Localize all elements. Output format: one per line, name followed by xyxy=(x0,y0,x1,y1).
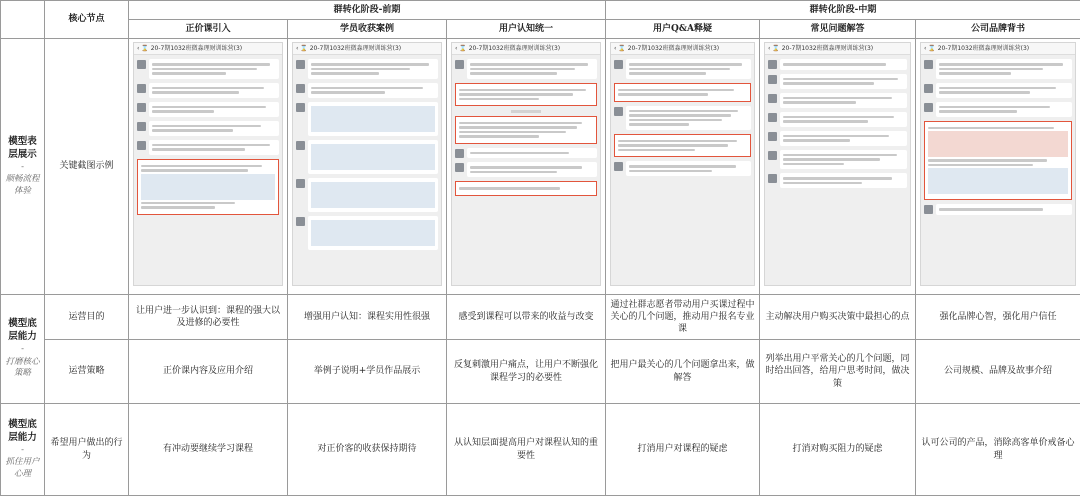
avatar xyxy=(768,174,777,183)
phase-early-header: 群转化阶段-前期 xyxy=(129,1,606,20)
chat-screenshot xyxy=(133,42,283,286)
screenshot-cell xyxy=(916,39,1080,295)
hourglass-icon: ⌛ xyxy=(618,45,626,52)
highlight-box xyxy=(137,159,279,215)
screenshot-cell xyxy=(288,39,447,295)
table-cell: 举例子说明+学员作品展示 xyxy=(288,340,447,404)
hourglass-icon: ⌛ xyxy=(300,45,308,52)
avatar xyxy=(137,103,146,112)
table-cell: 打消用户对课程的疑虑 xyxy=(606,404,760,496)
avatar xyxy=(614,162,623,171)
table-cell: 认可公司的产品，消除高客单价戒备心理 xyxy=(916,404,1080,496)
group-user-psychology xyxy=(1,404,45,496)
row-label-desired-behavior: 希望用户做出的行为 xyxy=(45,404,129,496)
avatar xyxy=(768,151,777,160)
column-header-student-cases: 学员收获案例 xyxy=(288,20,447,39)
avatar xyxy=(296,84,305,93)
table-cell: 把用户最关心的几个问题拿出来，做解答 xyxy=(606,340,760,404)
avatar xyxy=(296,217,305,226)
chat-screenshot xyxy=(451,42,601,286)
chat-title: 20-7期1032班微淼理财训练营(3) xyxy=(937,45,1030,52)
hourglass-icon: ⌛ xyxy=(772,45,780,52)
table-cell: 从认知层面提高用户对课程认知的重要性 xyxy=(447,404,606,496)
avatar xyxy=(296,179,305,188)
group-title: 模型表层展示 xyxy=(8,135,37,160)
avatar xyxy=(455,60,464,69)
table-cell: 列举出用户平常关心的几个问题，同时给出回答，给用户思考时间，做决策 xyxy=(760,340,916,404)
chat-title: 20-7期1032班微淼理财训练营(3) xyxy=(150,45,243,52)
corner-cell xyxy=(1,1,45,39)
column-header-brand-endorsement: 公司品牌背书 xyxy=(916,20,1080,39)
chat-title-bar: ‹ ⌛ 20-7期1032班微淼理财训练营(3) xyxy=(611,43,754,55)
row-label-operation-goal: 运营目的 xyxy=(45,295,129,340)
table-cell: 有冲动要继续学习课程 xyxy=(129,404,288,496)
chat-title: 20-7期1032班微淼理财训练营(3) xyxy=(309,45,402,52)
avatar xyxy=(768,60,777,69)
screenshot-cell xyxy=(606,39,760,295)
avatar xyxy=(137,122,146,131)
chat-title-bar: ‹ ⌛ 20-7期1032班微淼理财训练营(3) xyxy=(765,43,910,55)
highlight-box xyxy=(455,116,597,144)
chat-screenshot xyxy=(610,42,755,286)
column-header-course-intro: 正价课引入 xyxy=(129,20,288,39)
chat-screenshot xyxy=(764,42,911,286)
table-cell: 通过社群志愿者带动用户买课过程中关心的几个问题，推动用户报名专业课 xyxy=(606,295,760,340)
avatar xyxy=(614,107,623,116)
highlight-box xyxy=(455,181,597,196)
avatar xyxy=(768,132,777,141)
avatar xyxy=(455,149,464,158)
hourglass-icon: ⌛ xyxy=(141,45,149,52)
row-label-key-screenshots: 关键截图示例 xyxy=(45,39,129,295)
avatar xyxy=(137,84,146,93)
group-subtitle: 打磨核心策略 xyxy=(5,356,40,379)
column-header-user-qa: 用户Q&A释疑 xyxy=(606,20,760,39)
column-header-faq: 常见问题解答 xyxy=(760,20,916,39)
table-cell: 主动解决用户购买决策中最担心的点 xyxy=(760,295,916,340)
screenshot-cell xyxy=(447,39,606,295)
group-dash: - xyxy=(21,344,24,355)
group-title: 模型底层能力 xyxy=(8,418,37,443)
hourglass-icon: ⌛ xyxy=(459,45,467,52)
table-cell: 反复刺激用户痛点，让用户不断强化课程学习的必要性 xyxy=(447,340,606,404)
avatar xyxy=(296,141,305,150)
group-underlying-strategy xyxy=(1,295,45,404)
group-subtitle: 顺畅流程体验 xyxy=(5,174,40,196)
chat-title-bar: ‹ ⌛ 20-7期1032班微淼理财训练营(3) xyxy=(452,43,600,55)
table-cell: 打消对购买阻力的疑虑 xyxy=(760,404,916,496)
table-cell: 正价课内容及应用介绍 xyxy=(129,340,288,404)
highlight-box xyxy=(614,83,751,102)
chat-screenshot xyxy=(292,42,442,286)
screenshot-cell xyxy=(129,39,288,295)
column-header-user-cognition: 用户认知统一 xyxy=(447,20,606,39)
avatar xyxy=(924,103,933,112)
group-dash: - xyxy=(21,161,24,172)
avatar xyxy=(924,60,933,69)
avatar xyxy=(768,75,777,84)
chat-screenshot xyxy=(920,42,1076,286)
avatar xyxy=(768,94,777,103)
table-cell: 增强用户认知：课程实用性很强 xyxy=(288,295,447,340)
table-cell: 强化品牌心智，强化用户信任 xyxy=(916,295,1080,340)
group-title: 模型底层能力 xyxy=(8,318,37,343)
hourglass-icon: ⌛ xyxy=(928,45,936,52)
table-cell: 让用户进一步认识到：课程的强大以及进修的必要性 xyxy=(129,295,288,340)
avatar xyxy=(924,205,933,214)
screenshot-cell xyxy=(760,39,916,295)
chat-title-bar: ‹ ⌛ 20-7期1032班微淼理财训练营(3) xyxy=(293,43,441,55)
avatar xyxy=(137,141,146,150)
table-cell: 感受到课程可以带来的收益与改变 xyxy=(447,295,606,340)
avatar xyxy=(137,60,146,69)
chat-title-bar: ‹ ⌛ 20-7期1032班微淼理财训练营(3) xyxy=(921,43,1075,55)
row-label-operation-strategy: 运营策略 xyxy=(45,340,129,404)
table-cell: 对正价客的收获保持期待 xyxy=(288,404,447,496)
group-dash: - xyxy=(21,444,24,455)
group-surface-display xyxy=(1,39,45,295)
highlight-box xyxy=(924,121,1072,201)
avatar xyxy=(768,113,777,122)
chat-title: 20-7期1032班微淼理财训练营(3) xyxy=(468,45,561,52)
core-node-header: 核心节点 xyxy=(45,1,129,39)
avatar xyxy=(296,60,305,69)
chat-title: 20-7期1032班微淼理财训练营(3) xyxy=(627,45,720,52)
table-cell: 公司规模、品牌及故事介绍 xyxy=(916,340,1080,404)
avatar xyxy=(614,60,623,69)
highlight-box xyxy=(455,83,597,107)
avatar xyxy=(455,163,464,172)
highlight-box xyxy=(614,134,751,158)
avatar xyxy=(296,103,305,112)
chat-title-bar: ‹ ⌛ 20-7期1032班微淼理财训练营(3) xyxy=(134,43,282,55)
group-subtitle: 抓住用户心理 xyxy=(5,457,40,479)
chat-title: 20-7期1032班微淼理财训练营(3) xyxy=(781,45,874,52)
avatar xyxy=(924,84,933,93)
phase-mid-header: 群转化阶段-中期 xyxy=(606,1,1080,20)
